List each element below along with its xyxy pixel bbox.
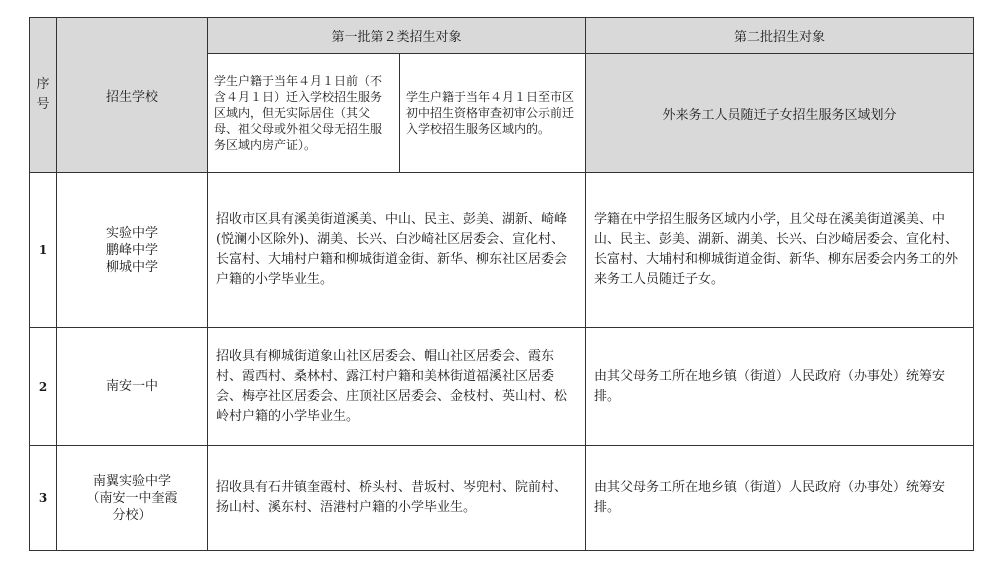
row-number: 1 [30, 173, 57, 328]
table-row [30, 173, 974, 328]
serial-header-char-1: 序 [36, 77, 50, 92]
row-number: 2 [30, 328, 57, 446]
school-line: 南安一中 [105, 379, 158, 394]
school-header: 招生学校 [57, 18, 208, 173]
serial-header-char-2: 号 [36, 97, 50, 112]
table-row [30, 446, 974, 551]
batch1-header: 第一批第２类招生对象 [208, 18, 586, 54]
batch1-cell: 招收具有柳城街道象山社区居委会、帽山社区居委会、霞东村、霞西村、桑林村、露江村户籍和美林街道福溪社区居委会、梅亭社区居委会、庄顶社区居委会、金枝村、英山村、松岭村户籍的小学毕业生。 [208, 328, 586, 446]
school-line: 分校） [112, 507, 152, 523]
school-name [57, 328, 208, 446]
batch1-cell: 招收市区具有溪美街道溪美、中山、民主、彭美、湖新、崎峰(悦澜小区除外)、湖美、长兴、白沙崎社区居委会、宣化村、长富村、大埔村户籍和柳城街道金街、新华、柳东社区居委会户籍的小学毕业生。 [208, 173, 586, 328]
batch2-header: 第二批招生对象 [586, 18, 974, 54]
school-line: 实验中学 [105, 225, 158, 241]
serial-header [30, 18, 57, 173]
batch2-cell: 由其父母务工所在地乡镇（街道）人民政府（办事处）统筹安排。 [586, 446, 974, 551]
header-row-1 [30, 18, 974, 54]
school-name [57, 446, 208, 551]
school-line: 柳城中学 [105, 259, 158, 275]
school-line: 鹏峰中学 [105, 242, 158, 258]
batch1-cell: 招收具有石井镇奎霞村、桥头村、昔坂村、岑兜村、院前村、扬山村、溪东村、浯港村户籍的小学毕业生。 [208, 446, 586, 551]
enrollment-table [29, 17, 974, 551]
school-name [57, 173, 208, 328]
table-row [30, 328, 974, 446]
row-number: 3 [30, 446, 57, 551]
batch2-cell: 由其父母务工所在地乡镇（街道）人民政府（办事处）统筹安排。 [586, 328, 974, 446]
school-line: （南安一中奎霞 [86, 490, 178, 506]
batch2-sub-header: 外来务工人员随迁子女招生服务区域划分 [586, 54, 974, 173]
batch2-cell: 学籍在中学招生服务区域内小学，且父母在溪美街道溪美、中山、民主、彭美、湖新、湖美、长兴、白沙崎居委会、宣化村、长富村、大埔村和柳城街道金街、新华、柳东居委会内务工的外来务工人员随迁子女。 [586, 173, 974, 328]
school-line: 南翼实验中学 [92, 473, 171, 489]
batch1-sub-b-header: 学生户籍于当年４月１日至市区初中招生资格审查初审公示前迁入学校招生服务区域内的。 [400, 54, 586, 173]
batch1-sub-a-header: 学生户籍于当年４月１日前（不含４月１日）迁入学校招生服务区域内，但无实际居住（其父母、祖父母或外祖父母无招生服务区域内房产证）。 [208, 54, 400, 173]
